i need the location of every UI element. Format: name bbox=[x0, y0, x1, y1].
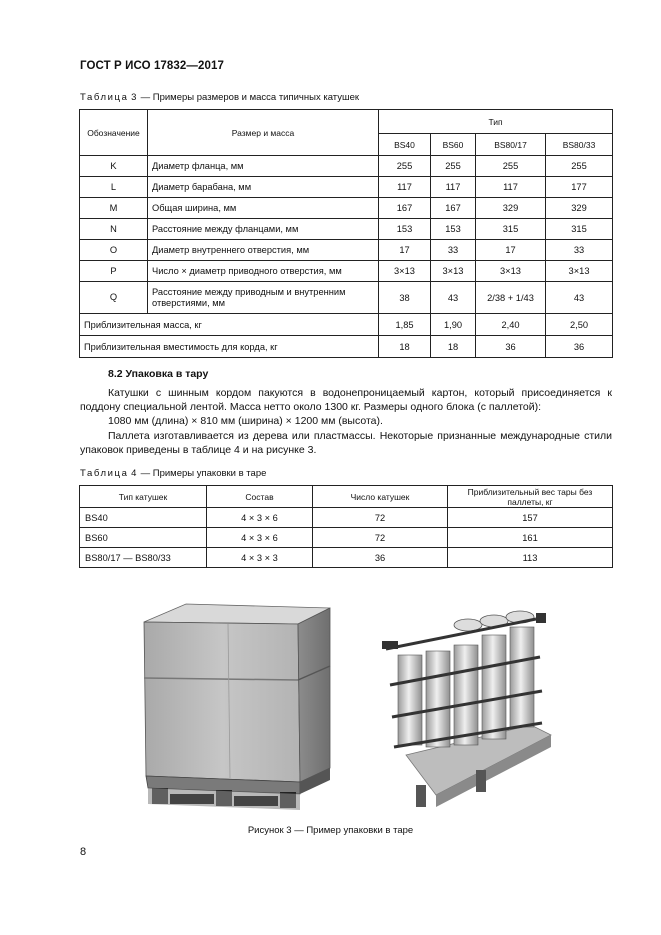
table4 bbox=[79, 485, 613, 568]
table3-title: — Примеры размеров и масса типичных катушек bbox=[140, 92, 360, 103]
page-number: 8 bbox=[80, 846, 87, 858]
row-code: N bbox=[80, 219, 148, 240]
table4-cell: 113 bbox=[448, 548, 613, 568]
row-value: 3×13 bbox=[431, 261, 476, 282]
summary-value: 2,50 bbox=[546, 314, 613, 336]
table4-caption bbox=[80, 468, 266, 479]
table4-header-row bbox=[80, 486, 613, 508]
row-value: 315 bbox=[476, 219, 546, 240]
row-value: 255 bbox=[379, 156, 431, 177]
table4-header: Тип катушек bbox=[80, 486, 207, 508]
row-value: 329 bbox=[546, 198, 613, 219]
summary-value: 1,85 bbox=[379, 314, 431, 336]
row-parameter: Диаметр фланца, мм bbox=[148, 156, 379, 177]
row-code: L bbox=[80, 177, 148, 198]
table-row bbox=[80, 548, 613, 568]
table3-label: Таблица bbox=[80, 92, 129, 103]
table-row bbox=[80, 198, 613, 219]
figure-caption: Рисунок 3 — Пример упаковки в таре bbox=[247, 825, 414, 836]
row-value: 3×13 bbox=[476, 261, 546, 282]
row-value: 43 bbox=[546, 282, 613, 314]
table4-header: Число катушек bbox=[313, 486, 448, 508]
row-code: Q bbox=[80, 282, 148, 314]
row-parameter: Общая ширина, мм bbox=[148, 198, 379, 219]
row-value: 255 bbox=[431, 156, 476, 177]
row-value: 33 bbox=[546, 240, 613, 261]
table4-cell: BS80/17 — BS80/33 bbox=[80, 548, 207, 568]
row-parameter: Диаметр внутреннего отверстия, мм bbox=[148, 240, 379, 261]
table4-label: Таблица bbox=[80, 468, 129, 479]
table4-number: 4 bbox=[131, 468, 138, 479]
row-parameter: Расстояние между приводным и внутренним отверстиями, мм bbox=[148, 282, 379, 314]
row-code: K bbox=[80, 156, 148, 177]
row-value: 167 bbox=[379, 198, 431, 219]
boxed-pallet-image bbox=[130, 598, 340, 820]
row-value: 3×13 bbox=[379, 261, 431, 282]
summary-value: 36 bbox=[546, 336, 613, 358]
table4-cell: 72 bbox=[313, 528, 448, 548]
row-value: 38 bbox=[379, 282, 431, 314]
summary-value: 2,40 bbox=[476, 314, 546, 336]
table4-cell: BS60 bbox=[80, 528, 207, 548]
table-row bbox=[80, 156, 613, 177]
row-value: 153 bbox=[379, 219, 431, 240]
table3-type: BS40 bbox=[379, 134, 431, 156]
table3-header-row bbox=[80, 110, 613, 134]
row-value: 17 bbox=[476, 240, 546, 261]
row-value: 17 bbox=[379, 240, 431, 261]
section-title: 8.2 Упаковка в тару bbox=[108, 368, 209, 380]
row-value: 117 bbox=[431, 177, 476, 198]
table-row bbox=[80, 336, 613, 358]
table-row bbox=[80, 528, 613, 548]
table4-cell: BS40 bbox=[80, 508, 207, 528]
summary-value: 36 bbox=[476, 336, 546, 358]
row-parameter: Расстояние между фланцами, мм bbox=[148, 219, 379, 240]
row-code: O bbox=[80, 240, 148, 261]
row-code: M bbox=[80, 198, 148, 219]
table3-caption bbox=[80, 92, 359, 103]
table4-cell: 36 bbox=[313, 548, 448, 568]
row-value: 117 bbox=[476, 177, 546, 198]
row-value: 153 bbox=[431, 219, 476, 240]
table3-type: BS80/33 bbox=[546, 134, 613, 156]
row-value: 329 bbox=[476, 198, 546, 219]
row-value: 315 bbox=[546, 219, 613, 240]
row-value: 43 bbox=[431, 282, 476, 314]
row-value: 255 bbox=[546, 156, 613, 177]
row-value: 255 bbox=[476, 156, 546, 177]
row-value: 167 bbox=[431, 198, 476, 219]
table3-type: BS60 bbox=[431, 134, 476, 156]
row-value: 3×13 bbox=[546, 261, 613, 282]
table3-col-type: Тип bbox=[379, 110, 613, 134]
row-value: 2/38 + 1/43 bbox=[476, 282, 546, 314]
table4-cell: 157 bbox=[448, 508, 613, 528]
table-row bbox=[80, 282, 613, 314]
table-row bbox=[80, 261, 613, 282]
table4-title: — Примеры упаковки в таре bbox=[140, 468, 267, 479]
paragraph-pallet: Паллета изготавливается из дерева или пластмассы. Некоторые признанные международные стили упаковок приведены в таблице 4 и на рисунке 3. bbox=[80, 430, 612, 456]
table3-number: 3 bbox=[131, 92, 138, 103]
table4-cell: 4 × 3 × 3 bbox=[207, 548, 313, 568]
table-row bbox=[80, 219, 613, 240]
table-row bbox=[80, 177, 613, 198]
row-value: 117 bbox=[379, 177, 431, 198]
table-row bbox=[80, 508, 613, 528]
paragraph-dimensions: 1080 мм (длина) × 810 мм (ширина) × 1200 мм (высота). bbox=[108, 415, 383, 427]
table-row bbox=[80, 314, 613, 336]
table3 bbox=[79, 109, 613, 358]
open-pallet-image bbox=[376, 605, 556, 817]
table4-header: Состав bbox=[207, 486, 313, 508]
table4-cell: 4 × 3 × 6 bbox=[207, 508, 313, 528]
table4-cell: 4 × 3 × 6 bbox=[207, 528, 313, 548]
summary-value: 18 bbox=[431, 336, 476, 358]
summary-parameter: Приблизительная масса, кг bbox=[80, 314, 379, 336]
table-row bbox=[80, 240, 613, 261]
table3-type: BS80/17 bbox=[476, 134, 546, 156]
row-code: P bbox=[80, 261, 148, 282]
row-value: 33 bbox=[431, 240, 476, 261]
table3-col-designation: Обозначение bbox=[80, 110, 148, 156]
summary-parameter: Приблизительная вместимость для корда, кг bbox=[80, 336, 379, 358]
summary-value: 1,90 bbox=[431, 314, 476, 336]
table4-cell: 161 bbox=[448, 528, 613, 548]
summary-value: 18 bbox=[379, 336, 431, 358]
row-value: 177 bbox=[546, 177, 613, 198]
table3-col-size: Размер и масса bbox=[148, 110, 379, 156]
document-header: ГОСТ Р ИСО 17832—2017 bbox=[80, 60, 225, 72]
paragraph-packaging: Катушки с шинным кордом пакуются в водонепроницаемый картон, который присоединяется к поддону специальной лентой. Масса нетто около 1300 кг. Размеры одного блока (с паллетой): bbox=[80, 387, 612, 413]
table4-cell: 72 bbox=[313, 508, 448, 528]
row-parameter: Число × диаметр приводного отверстия, мм bbox=[148, 261, 379, 282]
table4-header: Приблизительный вес тары без паллеты, кг bbox=[448, 486, 613, 508]
row-parameter: Диаметр барабана, мм bbox=[148, 177, 379, 198]
